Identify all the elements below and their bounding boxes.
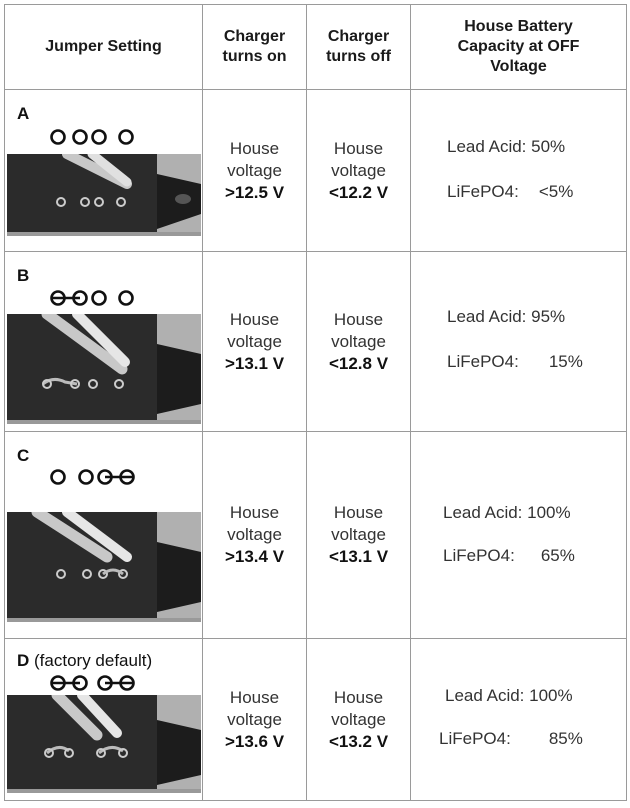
header-capacity: House Battery Capacity at OFF Voltage bbox=[411, 5, 627, 90]
table-row bbox=[5, 90, 627, 252]
charger-on-cell: House voltage >12.5 V bbox=[203, 90, 307, 252]
capacity-cell bbox=[411, 639, 627, 801]
lifepo4-line: LiFePO4: 65% bbox=[443, 546, 575, 565]
charger-off-cell: House voltage <13.1 V bbox=[307, 432, 411, 639]
connector-photo bbox=[7, 314, 201, 424]
charger-on-cell: House voltage >13.1 V bbox=[203, 252, 307, 432]
charger-off-cell: House voltage <12.2 V bbox=[307, 90, 411, 252]
header-charger-off: Charger turns off bbox=[307, 5, 411, 90]
lead-acid-line: Lead Acid: 95% bbox=[447, 307, 566, 326]
jumper-cell-b bbox=[5, 252, 203, 432]
lead-acid-line: Lead Acid: 100% bbox=[445, 686, 573, 705]
connector-photo bbox=[7, 154, 201, 236]
jumper-letter: B bbox=[17, 266, 30, 285]
capacity-cell bbox=[411, 90, 627, 252]
jumper-cell-c bbox=[5, 432, 203, 639]
table-row bbox=[5, 252, 627, 432]
lead-acid-line: Lead Acid: 100% bbox=[443, 503, 571, 522]
jumper-pins-diagram bbox=[49, 287, 149, 309]
lifepo4-line: LiFePO4: 85% bbox=[439, 729, 583, 748]
jumper-pins-diagram bbox=[49, 672, 149, 694]
jumper-letter: A bbox=[17, 104, 30, 123]
charger-off-cell: House voltage <12.8 V bbox=[307, 252, 411, 432]
lifepo4-line: LiFePO4: <5% bbox=[447, 182, 574, 201]
jumper-letter: D (factory default) bbox=[17, 651, 153, 670]
lead-acid-line: Lead Acid: 50% bbox=[447, 137, 566, 156]
capacity-cell bbox=[411, 432, 627, 639]
jumper-pins-diagram bbox=[49, 466, 149, 488]
charger-on-cell: House voltage >13.4 V bbox=[203, 432, 307, 639]
connector-photo bbox=[7, 512, 201, 622]
jumper-letter: C bbox=[17, 446, 30, 465]
table-row bbox=[5, 432, 627, 639]
header-charger-on: Charger turns on bbox=[203, 5, 307, 90]
header-jumper: Jumper Setting bbox=[5, 5, 203, 90]
jumper-pins-diagram bbox=[49, 126, 149, 148]
connector-photo bbox=[7, 695, 201, 793]
header-row bbox=[5, 5, 627, 90]
charger-off-cell: House voltage <13.2 V bbox=[307, 639, 411, 801]
capacity-cell bbox=[411, 252, 627, 432]
table-row bbox=[5, 639, 627, 801]
jumper-settings-table bbox=[4, 4, 627, 801]
lifepo4-line: LiFePO4: 15% bbox=[447, 352, 583, 371]
jumper-cell-a bbox=[5, 90, 203, 252]
jumper-cell-d bbox=[5, 639, 203, 801]
charger-on-cell: House voltage >13.6 V bbox=[203, 639, 307, 801]
